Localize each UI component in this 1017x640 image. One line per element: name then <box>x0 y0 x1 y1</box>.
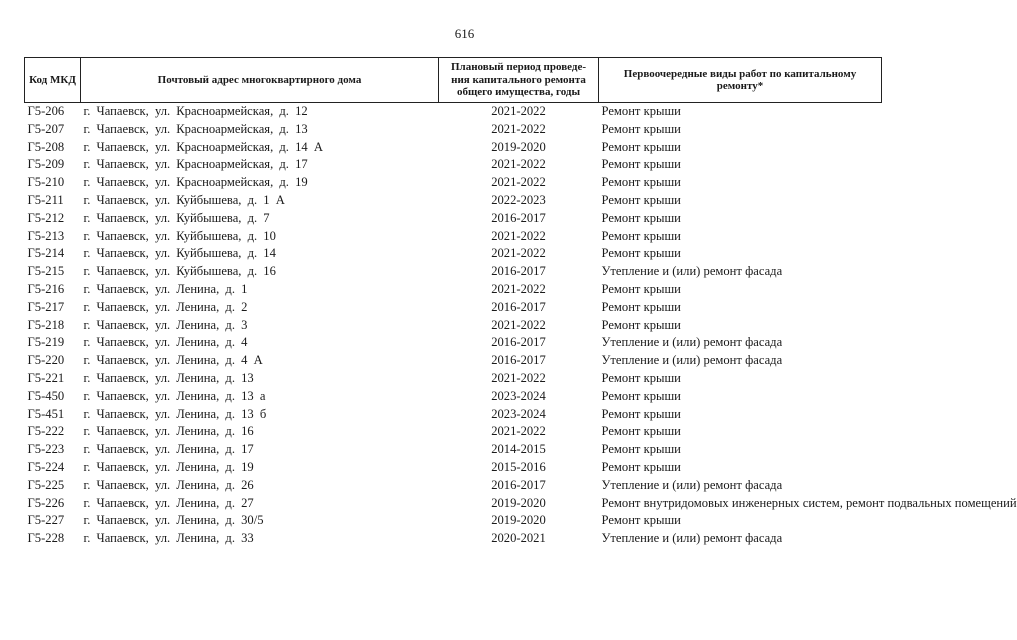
row-address: г. Чапаевск, ул. Ленина, д. 13 б <box>83 406 267 421</box>
row-address: г. Чапаевск, ул. Куйбышева, д. 16 <box>83 264 276 279</box>
header-row <box>25 58 882 103</box>
row-period: 2016-2017 <box>491 264 546 279</box>
row-period: 2015-2016 <box>491 459 546 474</box>
row-code: Г5-211 <box>27 192 64 207</box>
row-address: г. Чапаевск, ул. Ленина, д. 26 <box>83 477 254 492</box>
row-works: Ремонт крыши <box>601 104 681 118</box>
row-works: Ремонт крыши <box>601 424 681 439</box>
row-period: 2021-2022 <box>491 175 546 190</box>
row-address: г. Чапаевск, ул. Красноармейская, д. 12 <box>83 104 308 118</box>
row-code: Г5-216 <box>27 281 65 296</box>
row-code: Г5-210 <box>27 175 65 190</box>
row-works: Утепление и (или) ремонт фасада <box>601 335 783 350</box>
table-row <box>25 192 882 210</box>
table-row <box>25 281 882 299</box>
table-row <box>25 352 882 370</box>
table-row <box>25 174 882 192</box>
row-code: Г5-217 <box>27 299 65 314</box>
table-row <box>25 121 882 139</box>
row-works: Утепление и (или) ремонт фасада <box>601 353 783 368</box>
row-works: Ремонт внутридомовых инженерных систем, ремонт подвальных помещений <box>601 495 1017 510</box>
row-period: 2023-2024 <box>491 388 546 403</box>
row-code: Г5-221 <box>27 370 65 385</box>
table-row <box>25 228 882 246</box>
row-period: 2016-2017 <box>491 210 546 225</box>
row-works: Ремонт крыши <box>601 157 681 172</box>
row-address: г. Чапаевск, ул. Ленина, д. 30/5 <box>83 513 264 528</box>
row-works: Ремонт крыши <box>601 210 681 225</box>
row-address: г. Чапаевск, ул. Ленина, д. 33 <box>83 531 254 546</box>
row-works: Ремонт крыши <box>601 370 681 385</box>
table-row <box>25 245 882 263</box>
row-address: г. Чапаевск, ул. Красноармейская, д. 14 А <box>83 139 323 154</box>
header-code: Код МКД <box>25 58 81 103</box>
row-works: Ремонт крыши <box>601 459 681 474</box>
row-address: г. Чапаевск, ул. Ленина, д. 3 <box>83 317 248 332</box>
row-code: Г5-214 <box>27 246 65 261</box>
row-works: Ремонт крыши <box>601 317 681 332</box>
table-row <box>25 530 882 548</box>
row-code: Г5-215 <box>27 264 65 279</box>
row-period: 2021-2022 <box>491 121 546 136</box>
capital-repair-table <box>24 57 1017 548</box>
table-row <box>25 423 882 441</box>
header-address: Почтовый адрес многоквартирного дома <box>81 58 439 103</box>
row-address: г. Чапаевск, ул. Ленина, д. 2 <box>83 299 248 314</box>
row-code: Г5-220 <box>27 353 65 368</box>
row-address: г. Чапаевск, ул. Ленина, д. 1 <box>83 281 248 296</box>
row-code: Г5-225 <box>27 477 65 492</box>
row-period: 2021-2022 <box>491 104 546 118</box>
table-row <box>25 263 882 281</box>
row-works: Ремонт крыши <box>601 246 681 261</box>
row-works: Утепление и (или) ремонт фасада <box>601 531 783 546</box>
row-period: 2021-2022 <box>491 228 546 243</box>
row-code: Г5-223 <box>27 442 65 457</box>
table-row <box>25 156 882 174</box>
row-works: Ремонт крыши <box>601 281 681 296</box>
row-address: г. Чапаевск, ул. Ленина, д. 4 <box>83 335 248 350</box>
row-period: 2019-2020 <box>491 513 546 528</box>
table-row <box>25 441 882 459</box>
row-code: Г5-227 <box>27 513 65 528</box>
row-code: Г5-207 <box>27 121 65 136</box>
row-code: Г5-226 <box>27 495 65 510</box>
table-row <box>25 139 882 157</box>
row-period: 2016-2017 <box>491 335 546 350</box>
table-row <box>25 210 882 228</box>
row-code: Г5-218 <box>27 317 65 332</box>
table-body <box>25 103 1017 548</box>
row-code: Г5-212 <box>27 210 65 225</box>
row-works: Утепление и (или) ремонт фасада <box>601 477 783 492</box>
row-works: Ремонт крыши <box>601 121 681 136</box>
row-works: Ремонт крыши <box>601 228 681 243</box>
table-row <box>25 370 882 388</box>
row-address: г. Чапаевск, ул. Ленина, д. 13 <box>83 370 254 385</box>
row-code: Г5-222 <box>27 424 65 439</box>
table-row <box>25 317 882 335</box>
table-row <box>25 388 882 406</box>
row-address: г. Чапаевск, ул. Куйбышева, д. 7 <box>83 210 270 225</box>
table-row <box>25 477 882 495</box>
row-address: г. Чапаевск, ул. Красноармейская, д. 17 <box>83 157 308 172</box>
table-row <box>25 299 882 317</box>
row-period: 2016-2017 <box>491 299 546 314</box>
table-row <box>25 512 882 530</box>
table-row <box>25 406 882 424</box>
row-period: 2019-2020 <box>491 139 546 154</box>
table-row <box>25 334 882 352</box>
row-address: г. Чапаевск, ул. Ленина, д. 13 а <box>83 388 266 403</box>
row-works: Ремонт крыши <box>601 406 681 421</box>
row-works: Ремонт крыши <box>601 442 681 457</box>
row-code: Г5-209 <box>27 157 65 172</box>
row-works: Ремонт крыши <box>601 175 681 190</box>
table-row <box>25 495 882 513</box>
table-row <box>25 459 882 477</box>
row-works: Ремонт крыши <box>601 388 681 403</box>
row-address: г. Чапаевск, ул. Ленина, д. 4 А <box>83 353 263 368</box>
row-period: 2014-2015 <box>491 442 546 457</box>
row-address: г. Чапаевск, ул. Красноармейская, д. 19 <box>83 175 308 190</box>
row-address: г. Чапаевск, ул. Ленина, д. 27 <box>83 495 254 510</box>
row-address: г. Чапаевск, ул. Ленина, д. 19 <box>83 459 254 474</box>
row-code: Г5-213 <box>27 228 65 243</box>
row-address: г. Чапаевск, ул. Красноармейская, д. 13 <box>83 121 308 136</box>
row-address: г. Чапаевск, ул. Ленина, д. 16 <box>83 424 254 439</box>
header-works: Первоочередные виды работ по капитальному ремонту* <box>599 58 882 103</box>
row-period: 2021-2022 <box>491 317 546 332</box>
row-works: Ремонт крыши <box>601 139 681 154</box>
row-period: 2019-2020 <box>491 495 546 510</box>
table-row <box>25 103 882 121</box>
page-number: 616 <box>454 26 475 41</box>
row-code: Г5-206 <box>27 104 65 118</box>
row-period: 2021-2022 <box>491 281 546 296</box>
row-period: 2021-2022 <box>491 157 546 172</box>
row-period: 2016-2017 <box>491 477 546 492</box>
row-works: Утепление и (или) ремонт фасада <box>601 264 783 279</box>
row-address: г. Чапаевск, ул. Куйбышева, д. 1 А <box>83 192 285 207</box>
row-period: 2021-2022 <box>491 424 546 439</box>
row-address: г. Чапаевск, ул. Ленина, д. 17 <box>83 442 254 457</box>
row-code: Г5-450 <box>27 388 65 403</box>
row-period: 2016-2017 <box>491 353 546 368</box>
row-code: Г5-219 <box>27 335 65 350</box>
row-code: Г5-451 <box>27 406 65 421</box>
row-works: Ремонт крыши <box>601 513 681 528</box>
row-address: г. Чапаевск, ул. Куйбышева, д. 14 <box>83 246 276 261</box>
row-code: Г5-228 <box>27 531 65 546</box>
row-period: 2021-2022 <box>491 370 546 385</box>
row-period: 2020-2021 <box>491 531 546 546</box>
row-works: Ремонт крыши <box>601 192 681 207</box>
table-header <box>25 58 882 103</box>
row-code: Г5-224 <box>27 459 65 474</box>
row-code: Г5-208 <box>27 139 65 154</box>
row-period: 2023-2024 <box>491 406 546 421</box>
row-address: г. Чапаевск, ул. Куйбышева, д. 10 <box>83 228 276 243</box>
header-period: Плановый период проведе-ния капитального ремонта общего имущества, годы <box>439 58 599 103</box>
row-period: 2021-2022 <box>491 246 546 261</box>
row-period: 2022-2023 <box>491 192 546 207</box>
row-works: Ремонт крыши <box>601 299 681 314</box>
